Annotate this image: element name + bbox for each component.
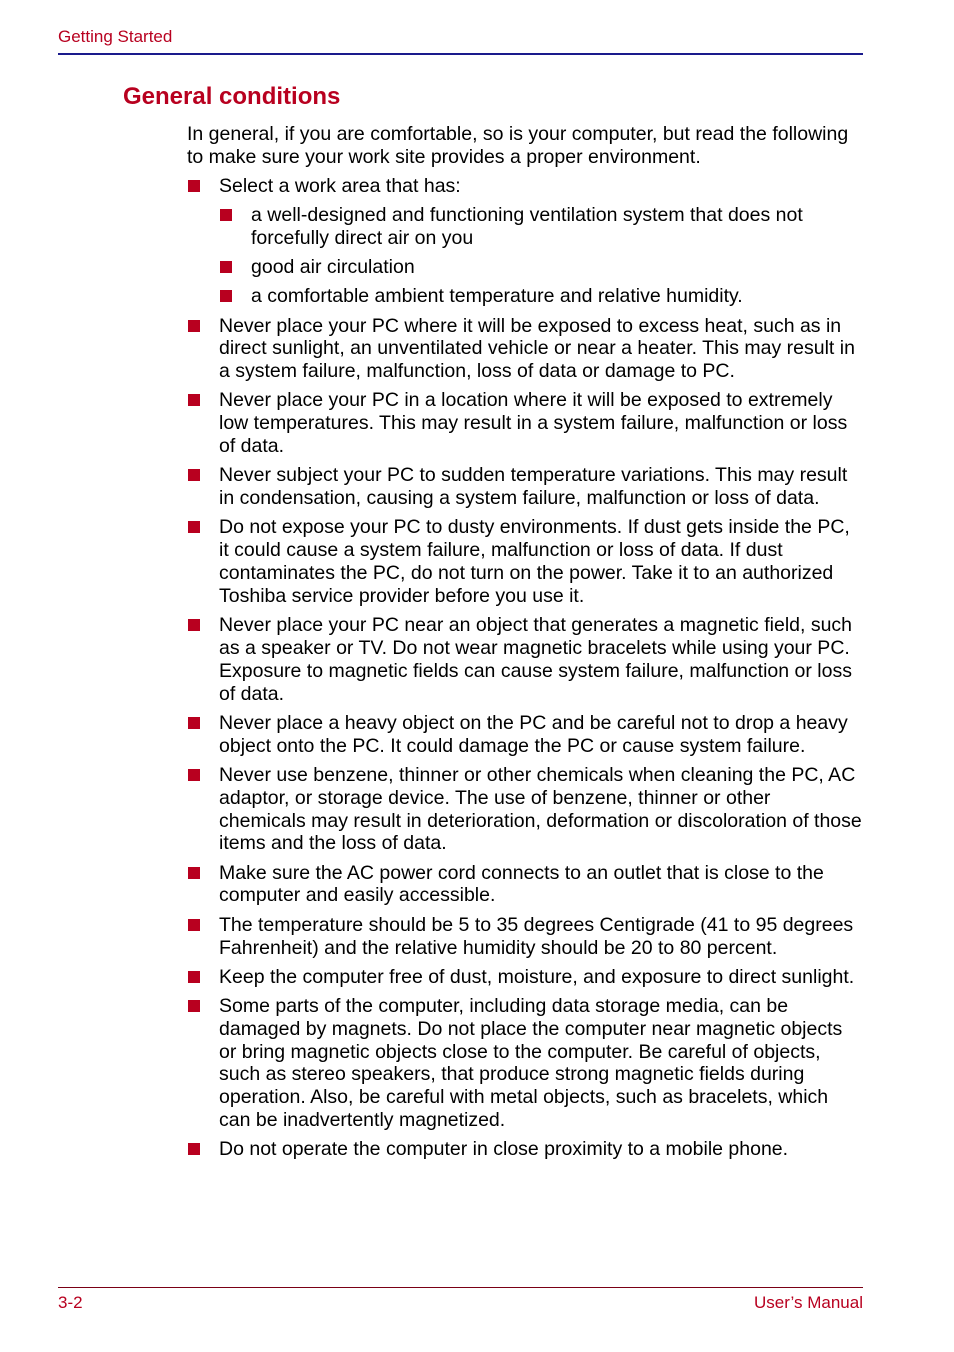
square-bullet-icon [188,619,200,631]
sub-list-item-text: a comfortable ambient temperature and relative humidity. [251,285,743,308]
list-item-text: Select a work area that has: [219,174,461,197]
header-divider [58,53,863,55]
square-bullet-icon [188,919,200,931]
list-item-text: Never use benzene, thinner or other chemicals when cleaning the PC, AC adaptor, or storage device. The use of benzene, thinner or other chemicals may result in deterioration, deformation or discoloration of those items and the loss of data. [219,763,862,855]
list-item [187,464,862,510]
page-number: 3-2 [58,1293,83,1312]
list-item-text: The temperature should be 5 to 35 degrees Centigrade (41 to 95 degrees Fahrenheit) and the relative humidity should be 20 to 80 percent. [219,913,854,959]
list-item-text: Never place your PC in a location where it will be exposed to extremely low temperatures. This may result in a system failure, malfunction or loss of data. [219,389,848,458]
list-item-text: Do not expose your PC to dusty environments. If dust gets inside the PC, it could cause a system failure, malfunction or loss of data. If dust contaminates the PC, do not turn on the power. Take it to an authorized Toshiba service provider before you use it. [219,516,850,607]
list-item [187,389,862,457]
sub-bullet-list [219,204,862,308]
intro-paragraph: In general, if you are comfortable, so is your computer, but read the following to make sure your work site provides a proper environment. [187,123,849,168]
square-bullet-icon [188,971,200,983]
list-item [187,995,862,1132]
list-item [187,712,862,758]
square-bullet-icon [188,867,200,879]
list-item [187,862,862,908]
square-bullet-icon [188,521,200,533]
square-bullet-icon [188,769,200,781]
sub-list-item [219,256,862,279]
list-item [187,966,862,989]
manual-title: User’s Manual [754,1293,863,1312]
list-item-text: Some parts of the computer, including data storage media, can be damaged by magnets. Do not place the computer near magnetic objects or bring magnetic objects close to the computer. Be careful of objects, such as stereo speakers, that produce strong magnetic fields during operation. Also, be careful with metal objects, such as bracelets, which can be inadvertently magnetized. [219,995,843,1132]
list-item [187,516,862,607]
list-item [187,1138,862,1161]
running-header: Getting Started [58,27,173,46]
list-item [187,315,862,383]
list-item [187,614,862,705]
square-bullet-icon [188,469,200,481]
square-bullet-icon [220,290,232,302]
square-bullet-icon [188,320,200,332]
square-bullet-icon [220,261,232,273]
bullet-list [187,175,862,1162]
square-bullet-icon [188,394,200,406]
square-bullet-icon [188,717,200,729]
sub-list-item-text: good air circulation [251,255,415,278]
list-item-text: Never subject your PC to sudden temperature variations. This may result in condensation, causing a system failure, malfunction or loss of data. [219,464,848,510]
list-item-text: Make sure the AC power cord connects to an outlet that is close to the computer and easily accessible. [219,861,824,907]
list-item [187,914,862,960]
square-bullet-icon [188,1000,200,1012]
square-bullet-icon [188,1143,200,1155]
list-item [187,764,862,855]
list-item [187,175,862,308]
list-item-text: Never place a heavy object on the PC and be careful not to drop a heavy object onto the PC. It could damage the PC or cause system failure. [219,711,848,757]
list-item-text: Never place your PC near an object that generates a magnetic field, such as a speaker or TV. Do not wear magnetic bracelets while using your PC. Exposure to magnetic fields can cause system failure, malfunction or loss of data. [219,614,853,705]
list-item-text: Do not operate the computer in close proximity to a mobile phone. [219,1138,789,1161]
footer-divider [58,1287,863,1288]
list-item-text: Never place your PC where it will be exposed to excess heat, such as in direct sunlight, an unventilated vehicle or near a heater. This may result in a system failure, malfunction, loss of data or damage to PC. [219,314,855,383]
sub-list-item [219,204,862,250]
sub-list-item-text: a well-designed and functioning ventilation system that does not forcefully direct air on you [251,203,803,249]
sub-list-item [219,285,862,308]
section-body [187,123,862,1168]
section-title: General conditions [123,83,341,110]
square-bullet-icon [220,209,232,221]
square-bullet-icon [188,180,200,192]
list-item-text: Keep the computer free of dust, moisture, and exposure to direct sunlight. [219,965,855,988]
